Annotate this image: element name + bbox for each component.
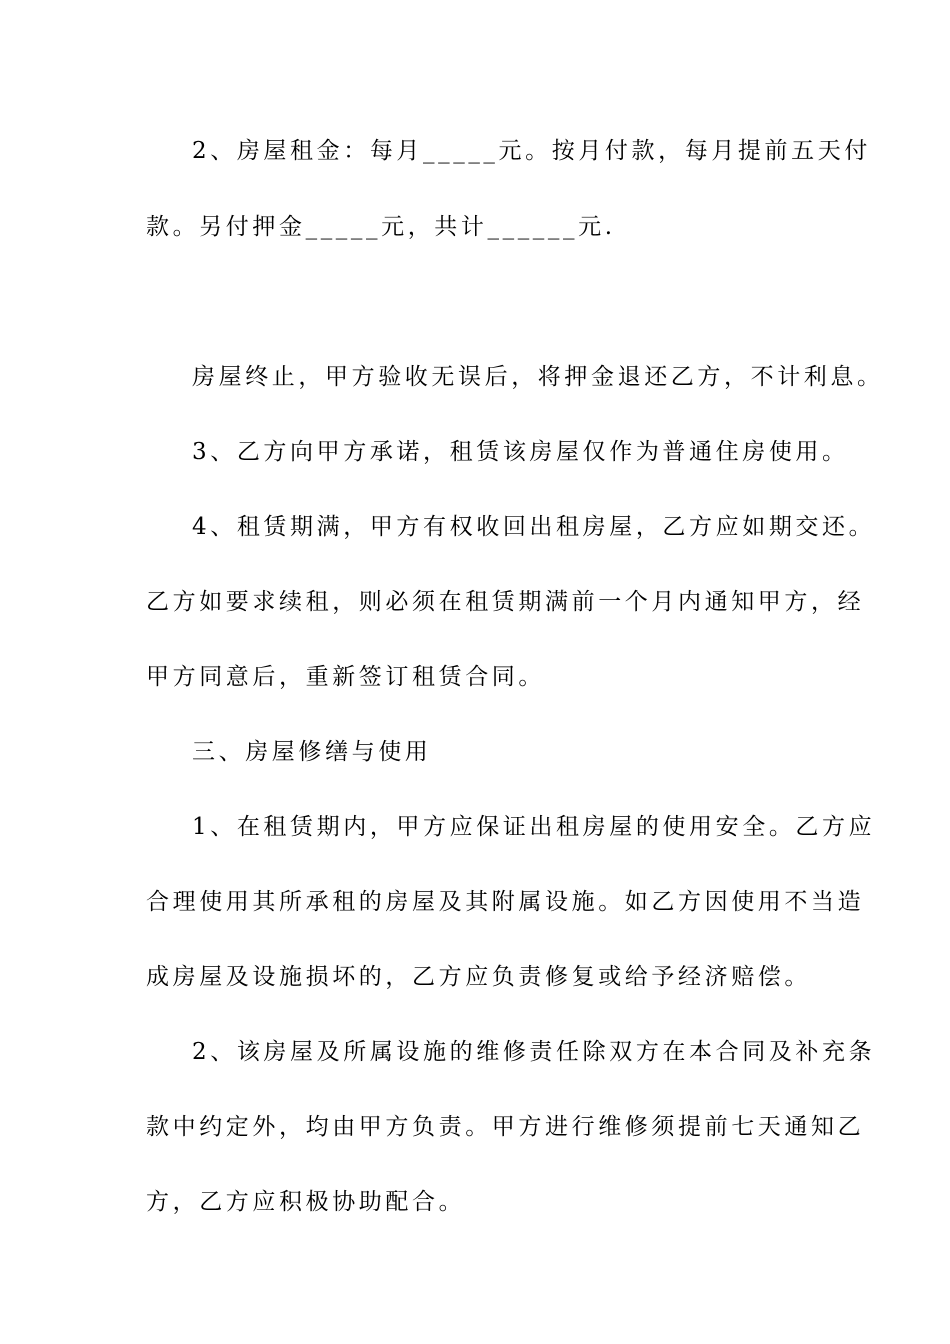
usage-promise-line: 3、乙方向甲方承诺，租赁该房屋仅作为普通住房使用。 [192, 439, 849, 465]
rent-clause-line-1: 2、房屋租金：每月_____元。按月付款，每月提前五天付 [192, 138, 871, 164]
lease-expiry-line-3: 甲方同意后，重新签订租赁合同。 [146, 664, 545, 690]
repair-clause-1-line-1: 1、在租赁期内，甲方应保证出租房屋的使用安全。乙方应 [192, 814, 876, 840]
section-heading-repair: 三、房屋修缮与使用 [192, 739, 432, 765]
deposit-refund-line: 房屋终止，甲方验收无误后，将押金退还乙方，不计利息。 [192, 364, 884, 390]
repair-clause-2-line-2: 款中约定外，均由甲方负责。甲方进行维修须提前七天通知乙 [146, 1114, 865, 1140]
lease-expiry-line-2: 乙方如要求续租，则必须在租赁期满前一个月内通知甲方，经 [146, 589, 865, 615]
rent-clause-line-2: 款。另付押金_____元，共计______元. [146, 214, 616, 240]
lease-expiry-line-1: 4、租赁期满，甲方有权收回出租房屋，乙方应如期交还。 [192, 514, 876, 540]
repair-clause-2-line-3: 方，乙方应积极协助配合。 [146, 1189, 466, 1215]
repair-clause-1-line-2: 合理使用其所承租的房屋及其附属设施。如乙方因使用不当造 [146, 889, 865, 915]
repair-clause-2-line-1: 2、该房屋及所属设施的维修责任除双方在本合同及补充条 [192, 1039, 876, 1065]
repair-clause-1-line-3: 成房屋及设施损坏的，乙方应负责修复或给予经济赔偿。 [146, 964, 811, 990]
